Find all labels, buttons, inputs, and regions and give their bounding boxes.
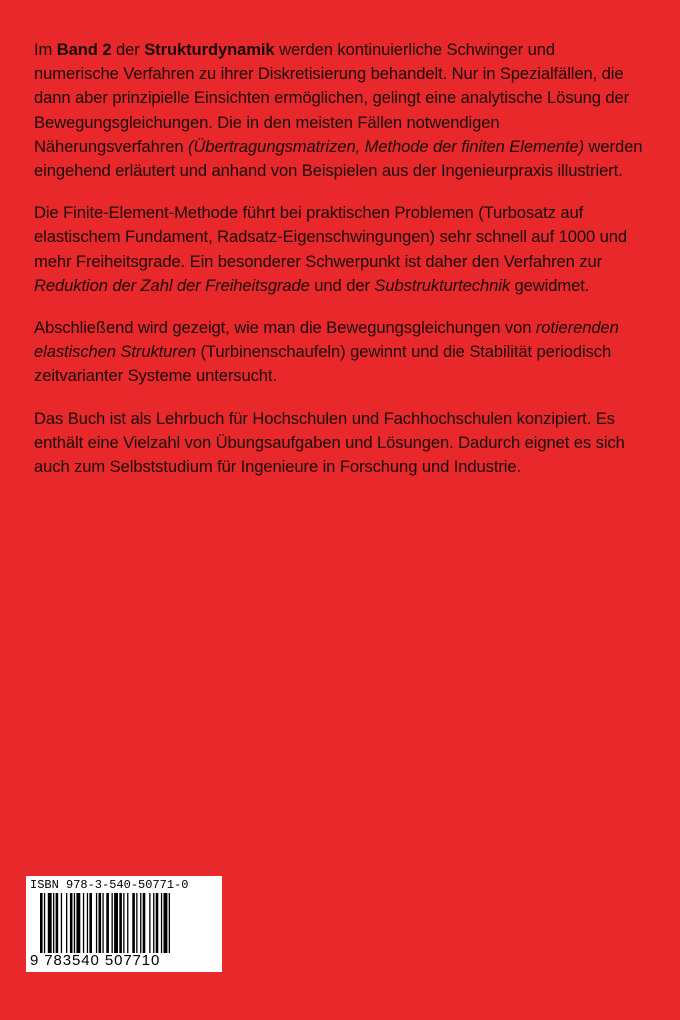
barcode-bar (156, 893, 159, 953)
p1-bold-band: Band 2 (56, 40, 112, 59)
p2-text-1: Die Finite-Element-Methode führt bei praktischen Problemen (Turbosatz auf elastischem Fundament, Radsatz-Eigenschwingungen) sehr schnell auf 1000 und mehr Freiheitsgrade. Ein besonderer Schwerpunkt ist daher den Verfahren zur (34, 203, 627, 271)
barcode-bar (161, 893, 162, 953)
isbn-barcode (26, 876, 222, 972)
paragraph-3 (34, 316, 644, 389)
p1-text-4: werden eingehend erläutert und anhand von Beispielen aus der Ingenieurpraxis illustriert. (34, 136, 643, 181)
isbn-label: ISBN 978-3-540-50771-0 (30, 878, 189, 892)
barcode-bar (99, 893, 102, 953)
barcode-bar (83, 893, 84, 953)
paragraph-1 (34, 38, 644, 183)
barcode-bar (44, 893, 45, 953)
barcode-bar (169, 893, 170, 953)
barcode-bar (127, 893, 128, 953)
barcode-bar (136, 893, 137, 953)
p1-text-3: werden kontinuierliche Schwinger und numerische Verfahren zu ihrer Diskretisierung behandelt. Nur in Spezialfällen, die dann aber prinzipielle Einsichten ermöglichen, gelingt eine analytische Lösung der Bewegungsgleichungen. Die in den meisten Fällen notwendigen Näherungsverfahren (34, 40, 630, 156)
barcode-bar (153, 893, 154, 953)
barcode-bar (114, 893, 118, 953)
p4-text-1: Das Buch ist als Lehrbuch für Hochschulen und Fachhochschulen konzipiert. Es enthält eine Vielzahl von Übungsaufgaben und Lösungen. Dadurch eignet es sich auch zum Selbststudium für Ingenieure in Forschung und Industrie. (34, 408, 625, 477)
barcode-bar (53, 893, 54, 953)
barcode-bar (61, 893, 62, 953)
barcode-bar (106, 893, 109, 953)
barcode-digits: 9 783540 507710 (30, 952, 161, 969)
barcode-bar (102, 893, 103, 953)
barcode-bar (143, 893, 146, 953)
p3-italic-1: rotierenden elastischen Strukturen (34, 318, 619, 362)
p1-italic-1: (Übertragungsmatrizen, Methode der finiten Elemente) (188, 136, 585, 156)
p2-text-3: gewidmet. (510, 275, 590, 295)
barcode-bar (74, 893, 75, 953)
paragraph-4 (34, 407, 644, 480)
barcode-bar (76, 893, 80, 953)
barcode-bar (89, 893, 92, 953)
p3-text-2: (Turbinenschaufeln) gewinnt und die Stabilität periodisch zeitvarianter Systeme untersucht. (34, 342, 612, 386)
barcode-bar (132, 893, 135, 953)
back-cover-text (34, 38, 644, 497)
barcode-bars (40, 893, 218, 953)
p2-text-2: und der (309, 275, 375, 295)
p1-text-1: Im (34, 40, 57, 59)
barcode-bar (123, 893, 124, 953)
p1-bold-title: Strukturdynamik (144, 40, 275, 59)
barcode-bar (96, 893, 97, 953)
barcode-bar (48, 893, 52, 953)
paragraph-2 (34, 201, 644, 298)
barcode-bar (66, 893, 67, 953)
barcode-bar (40, 893, 43, 953)
barcode-bar (149, 893, 150, 953)
p1-text-2: der (111, 40, 145, 59)
barcode-bar (140, 893, 141, 953)
barcode-bar (164, 893, 168, 953)
p3-text-1: Abschließend wird gezeigt, wie man die Bewegungsgleichungen von (34, 318, 536, 338)
barcode-bar (87, 893, 88, 953)
p2-italic-2: Substrukturtechnik (374, 275, 511, 295)
barcode-bar (70, 893, 73, 953)
barcode-bar (56, 893, 59, 953)
p2-italic-1: Reduktion der Zahl der Freiheitsgrade (34, 275, 310, 295)
barcode-bar (112, 893, 113, 953)
barcode-bar (119, 893, 122, 953)
